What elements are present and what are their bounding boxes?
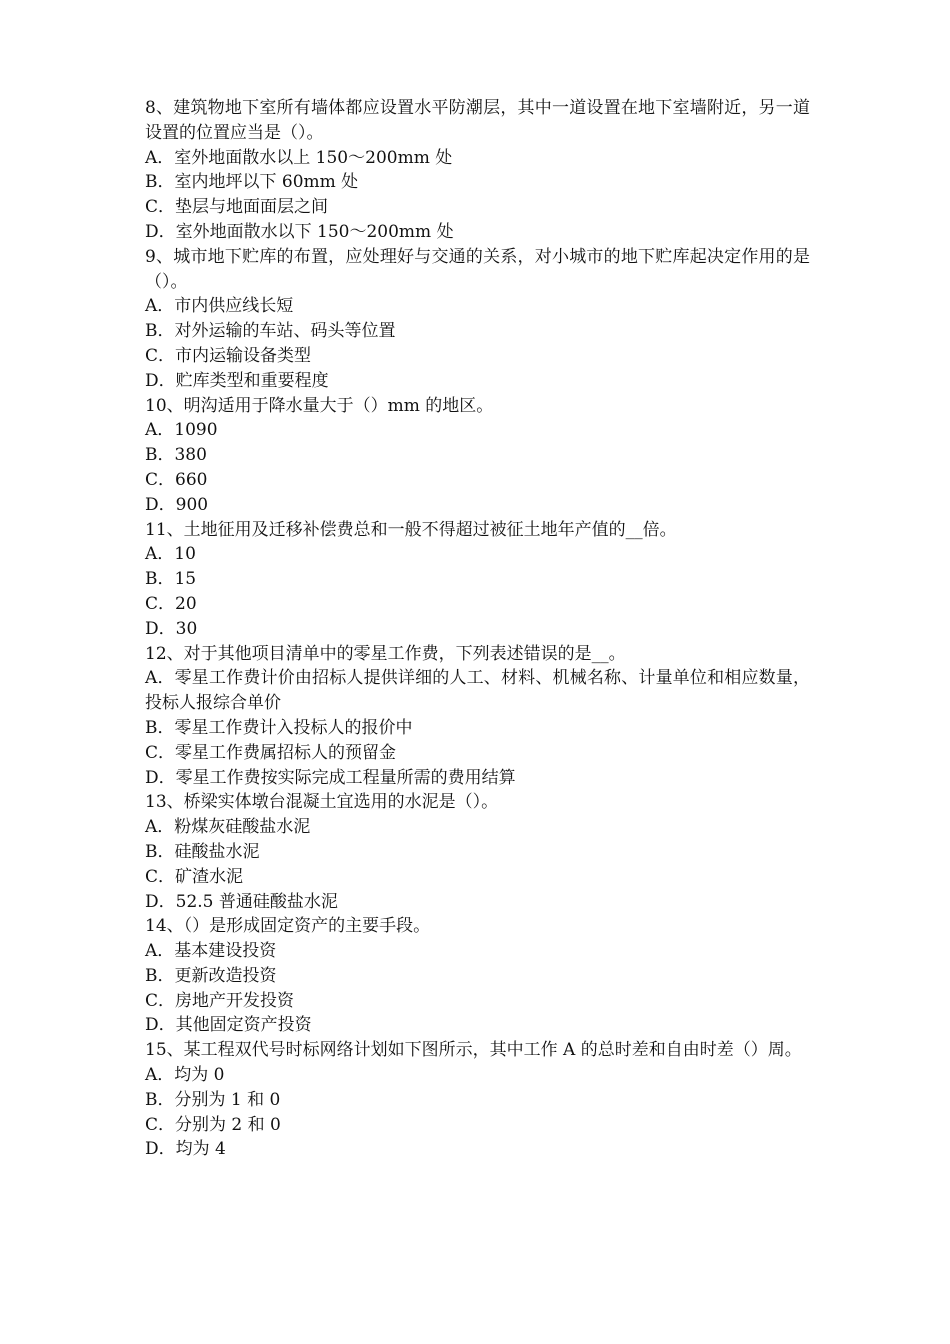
option-c: C．20 bbox=[145, 593, 197, 614]
option-d: D．贮库类型和重要程度 bbox=[145, 370, 329, 391]
question-text: 13、桥梁实体墩台混凝土宜选用的水泥是（）。 bbox=[145, 792, 499, 813]
question-text: 14、（）是形成固定资产的主要手段。 bbox=[145, 916, 431, 937]
option-c: C．660 bbox=[145, 469, 208, 490]
option-a: A．零星工作费计价由招标人提供详细的人工、材料、机械名称、计量单位和相应数量，投标人报综合单价 bbox=[145, 668, 810, 714]
option-a: A．均为 0 bbox=[145, 1065, 225, 1086]
question-15 bbox=[145, 1038, 810, 1162]
option-d: D．其他固定资产投资 bbox=[145, 1015, 312, 1036]
option-d: D．52.5 普通硅酸盐水泥 bbox=[145, 891, 338, 912]
option-c: C．市内运输设备类型 bbox=[145, 345, 312, 366]
question-list bbox=[145, 96, 810, 1162]
option-c: C．垫层与地面面层之间 bbox=[145, 197, 329, 218]
option-a: A．室外地面散水以上 150～200mm 处 bbox=[145, 147, 453, 168]
option-b: B．室内地坪以下 60mm 处 bbox=[145, 172, 359, 193]
question-text: 12、对于其他项目清单中的零星工作费，下列表述错误的是__。 bbox=[145, 643, 626, 664]
question-8 bbox=[145, 96, 810, 245]
question-11 bbox=[145, 518, 810, 642]
option-b: B．零星工作费计入投标人的报价中 bbox=[145, 717, 413, 738]
question-text: 11、土地征用及迁移补偿费总和一般不得超过被征土地年产值的__倍。 bbox=[145, 519, 677, 540]
option-d: D．900 bbox=[145, 494, 209, 515]
option-b: B．分别为 1 和 0 bbox=[145, 1089, 281, 1110]
question-9 bbox=[145, 245, 810, 394]
option-d: D．均为 4 bbox=[145, 1139, 226, 1160]
option-c: C．矿渣水泥 bbox=[145, 866, 244, 887]
option-c: C．分别为 2 和 0 bbox=[145, 1114, 281, 1135]
question-text: 9、城市地下贮库的布置，应处理好与交通的关系，对小城市的地下贮库起决定作用的是（）。 bbox=[145, 246, 810, 292]
option-b: B．硅酸盐水泥 bbox=[145, 841, 260, 862]
option-b: B．380 bbox=[145, 445, 207, 466]
question-text: 8、建筑物地下室所有墙体都应设置水平防潮层，其中一道设置在地下室墙附近，另一道设置的位置应当是（）。 bbox=[145, 98, 810, 143]
question-text: 15、某工程双代号时标网络计划如下图所示，其中工作 A 的总时差和自由时差（）周。 bbox=[145, 1040, 802, 1061]
option-c: C．零星工作费属招标人的预留金 bbox=[145, 742, 397, 763]
question-12 bbox=[145, 642, 810, 791]
option-a: A．市内供应线长短 bbox=[145, 296, 294, 317]
option-b: B．更新改造投资 bbox=[145, 965, 277, 986]
option-b: B．对外运输的车站、码头等位置 bbox=[145, 321, 396, 342]
option-d: D．室外地面散水以下 150～200mm 处 bbox=[145, 221, 454, 242]
question-text: 10、明沟适用于降水量大于（）mm 的地区。 bbox=[145, 395, 494, 416]
question-10 bbox=[145, 394, 810, 518]
question-13 bbox=[145, 790, 810, 914]
option-c: C．房地产开发投资 bbox=[145, 990, 295, 1011]
option-d: D．30 bbox=[145, 618, 198, 639]
option-a: A．基本建设投资 bbox=[145, 941, 277, 962]
option-a: A．1090 bbox=[145, 420, 218, 441]
option-a: A．10 bbox=[145, 544, 196, 565]
option-b: B．15 bbox=[145, 569, 197, 590]
question-14 bbox=[145, 914, 810, 1038]
option-d: D．零星工作费按实际完成工程量所需的费用结算 bbox=[145, 767, 516, 788]
option-a: A．粉煤灰硅酸盐水泥 bbox=[145, 817, 311, 838]
